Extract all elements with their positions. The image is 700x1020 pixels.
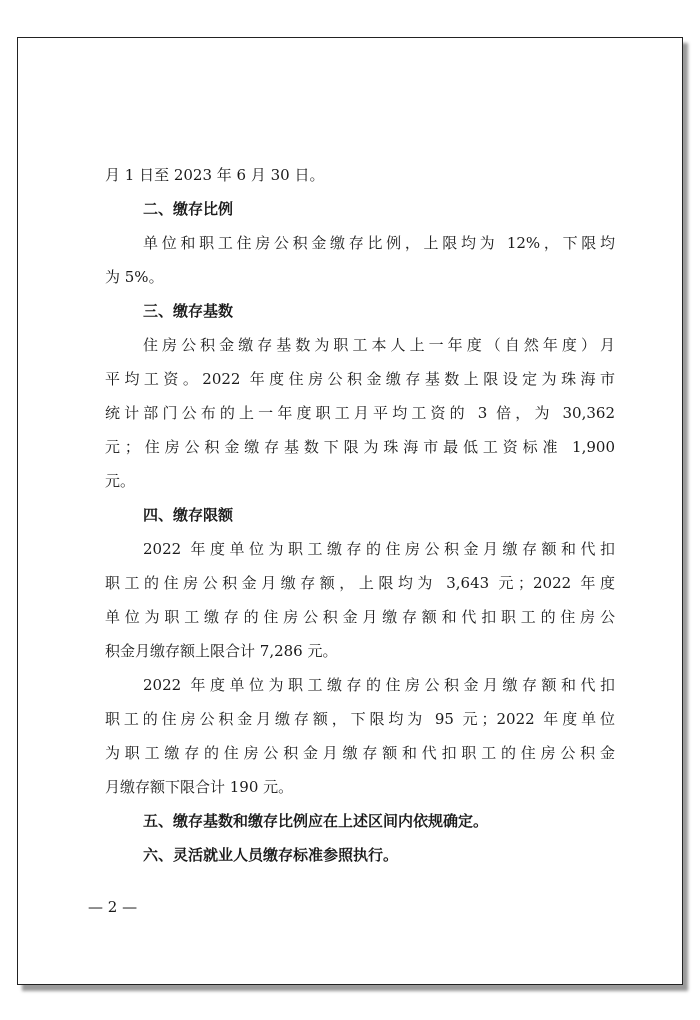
paragraph-line: 月缴存额下限合计 190 元。 [105,778,294,796]
paragraph-line: 单位和职工住房公积金缴存比例，上限均为 12%，下限均 [143,234,615,252]
paragraph-line: 元；住房公积金缴存基数下限为珠海市最低工资标准 1,900 [105,438,615,456]
page-number: — 2 — [88,898,138,916]
continuation-line: 月 1 日至 2023 年 6 月 30 日。 [105,166,325,184]
paragraph-line: 平均工资。2022 年度住房公积金缴存基数上限设定为珠海市 [105,370,615,388]
paragraph-line: 为 5%。 [105,268,164,286]
paragraph-line: 住房公积金缴存基数为职工本人上一年度（自然年度）月 [143,336,615,354]
paragraph-line: 职工的住房公积金月缴存额，上限均为 3,643 元；2022 年度 [105,574,615,592]
paragraph-line: 为职工缴存的住房公积金月缴存额和代扣职工的住房公积金 [105,744,615,762]
clause-six: 六、灵活就业人员缴存标准参照执行。 [143,846,399,864]
section-heading-base: 三、缴存基数 [143,302,234,320]
paragraph-line: 单位为职工缴存的住房公积金月缴存额和代扣职工的住房公 [105,608,615,626]
document-body [105,158,615,872]
paragraph-line: 统计部门公布的上一年度职工月平均工资的 3 倍，为 30,362 [105,404,615,422]
paragraph-line: 积金月缴存额上限合计 7,286 元。 [105,642,338,660]
paragraph-line: 职工的住房公积金月缴存额，下限均为 95 元；2022 年度单位 [105,710,615,728]
paragraph-line: 2022 年度单位为职工缴存的住房公积金月缴存额和代扣 [143,540,615,558]
clause-five: 五、缴存基数和缴存比例应在上述区间内依规确定。 [143,812,489,830]
paragraph-line: 2022 年度单位为职工缴存的住房公积金月缴存额和代扣 [143,676,615,694]
paragraph-line: 元。 [105,472,136,490]
section-heading-limit: 四、缴存限额 [143,506,234,524]
document-page [17,37,683,985]
section-heading-ratio: 二、缴存比例 [143,200,234,218]
